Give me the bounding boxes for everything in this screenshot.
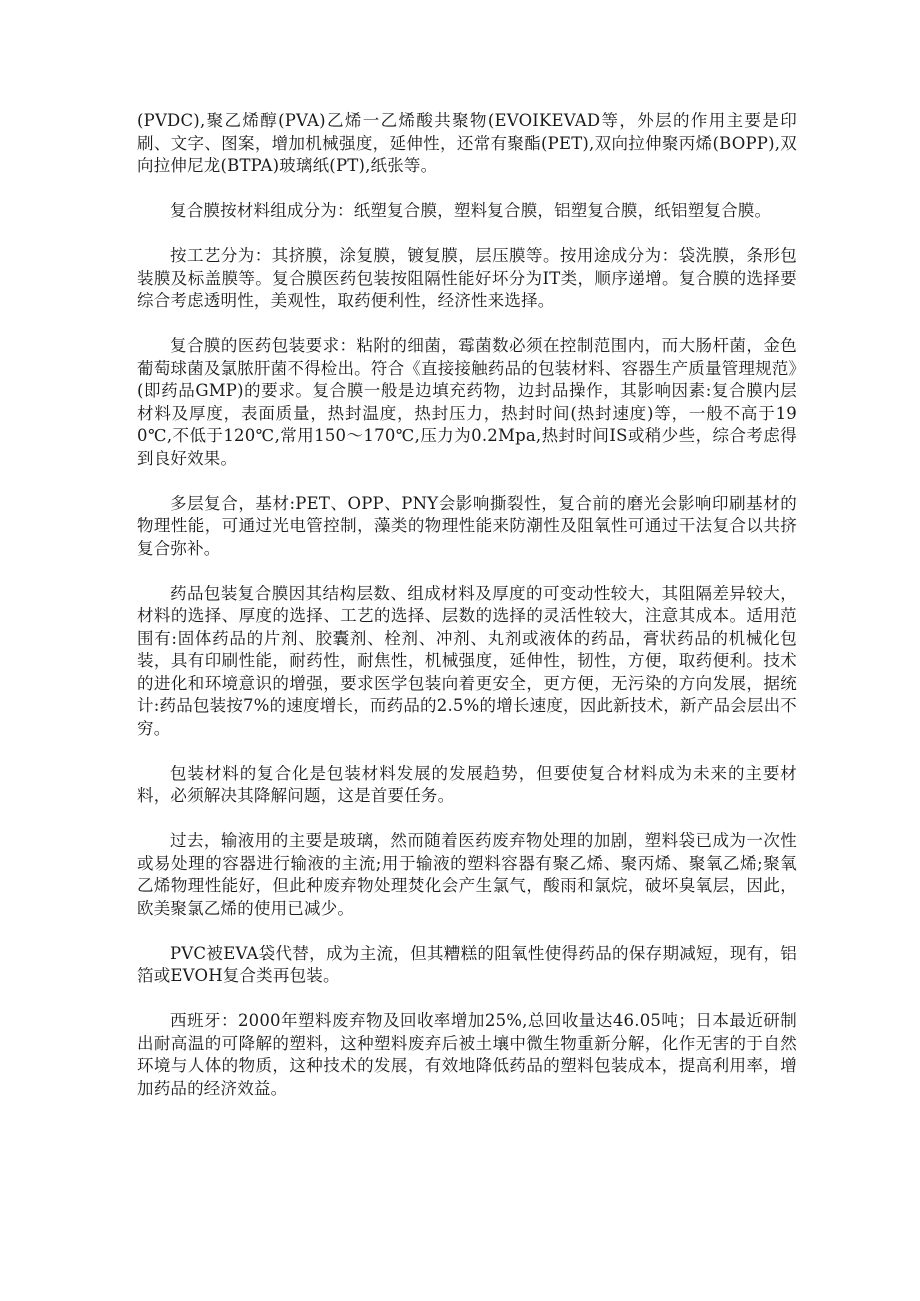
paragraph-3: 按工艺分为：其挤膜，涂复膜，镀复膜，层压膜等。按用途成分为：袋洗膜，条形包装膜及标盖膜等。复合膜医药包装按阻隔性能好坏分为IT类，顺序递增。复合膜的选择要综合考虑透明性，美观性，取药便利性，经济性来选择。 xyxy=(137,246,797,310)
paragraph-5: 多层复合，基材:PET、OPP、PNY会影响撕裂性，复合前的磨光会影响印刷基材的物理性能，可通过光电管控制，藻类的物理性能来防潮性及阻氧性可通过干法复合以共挤复合弥补。 xyxy=(137,493,797,558)
paragraph-6: 药品包装复合膜因其结构层数、组成材料及厚度的可变动性较大，其阻隔差异较大，材料的选择、厚度的选择、工艺的选择、层数的选择的灵活性较大，注意其成本。适用范围有:固体药品的片剂、胶囊剂、栓剂、冲剂、丸剂或液体的药品，膏状药品的机械化包装，具有印刷性能，耐药性，耐焦性，机械强度，延伸性，韧性，方便，取药便利。技术的进化和环境意识的增强，要求医学包装向着更安全，更方便，无污染的方向发展，据统计:药品包装按7%的速度增长，而药品的2.5%的增长速度，因此新技术，新产品会层出不穷。 xyxy=(137,583,797,738)
paragraph-4: 复合膜的医药包装要求：粘附的细菌，霉菌数必须在控制范围内，而大肠杆菌，金色葡萄球菌及氯脓肝菌不得检出。符合《直接接触药品的包装材料、容器生产质量管理规范》(即药品GMP)的要求。复合膜一般是边填充药物，边封品操作，其影响因素:复合膜内层材料及厚度，表面质量，热封温度，热封压力，热封时间(热封速度)等，一般不高于190℃,不低于120℃,常用150～170℃,压力为0.2Mpa,热封时间IS或稍少些，综合考虑得到良好效果。 xyxy=(137,336,797,468)
document-body xyxy=(137,110,797,1123)
paragraph-2: 复合膜按材料组成分为：纸塑复合膜，塑料复合膜，铝塑复合膜，纸铝塑复合膜。 xyxy=(170,201,772,220)
paragraph-7: 包装材料的复合化是包装材料发展的发展趋势，但要使复合材料成为未来的主要材料，必须解决其降解问题，这是首要任务。 xyxy=(137,763,797,805)
paragraph-8: 过去，输液用的主要是玻璃，然而随着医药废弃物处理的加剧，塑料袋已成为一次性或易处理的容器进行输液的主流;用于输液的塑料容器有聚乙烯、聚丙烯、聚氧乙烯;聚氧乙烯物理性能好，但此种废弃物处理焚化会产生氯气，酸雨和氯烷，破坏臭氧层，因此，欧美聚氯乙烯的使用已减少。 xyxy=(137,831,797,918)
paragraph-9: PVC被EVA袋代替，成为主流，但其糟糕的阻氧性使得药品的保存期减短，现有，铝箔或EVOH复合类再包装。 xyxy=(137,943,797,985)
paragraph-1: (PVDC),聚乙烯醇(PVA)乙烯一乙烯酸共聚物(EVOIKEVAD等，外层的作用主要是印刷、文字、图案，增加机械强度，延伸性，还常有聚酯(PET),双向拉伸聚丙烯(BOPP),双向拉伸尼龙(BTPA)玻璃纸(PT),纸张等。 xyxy=(137,111,797,175)
paragraph-10: 西班牙：2000年塑料废弃物及回收率增加25%,总回收量达46.05吨；日本最近研制出耐高温的可降解的塑料，这种塑料废弃后被土壤中微生物重新分解，化作无害的于自然环境与人体的物质，这种技术的发展，有效地降低药品的塑料包装成本，提高利用率，增加药品的经济效益。 xyxy=(137,1011,797,1098)
